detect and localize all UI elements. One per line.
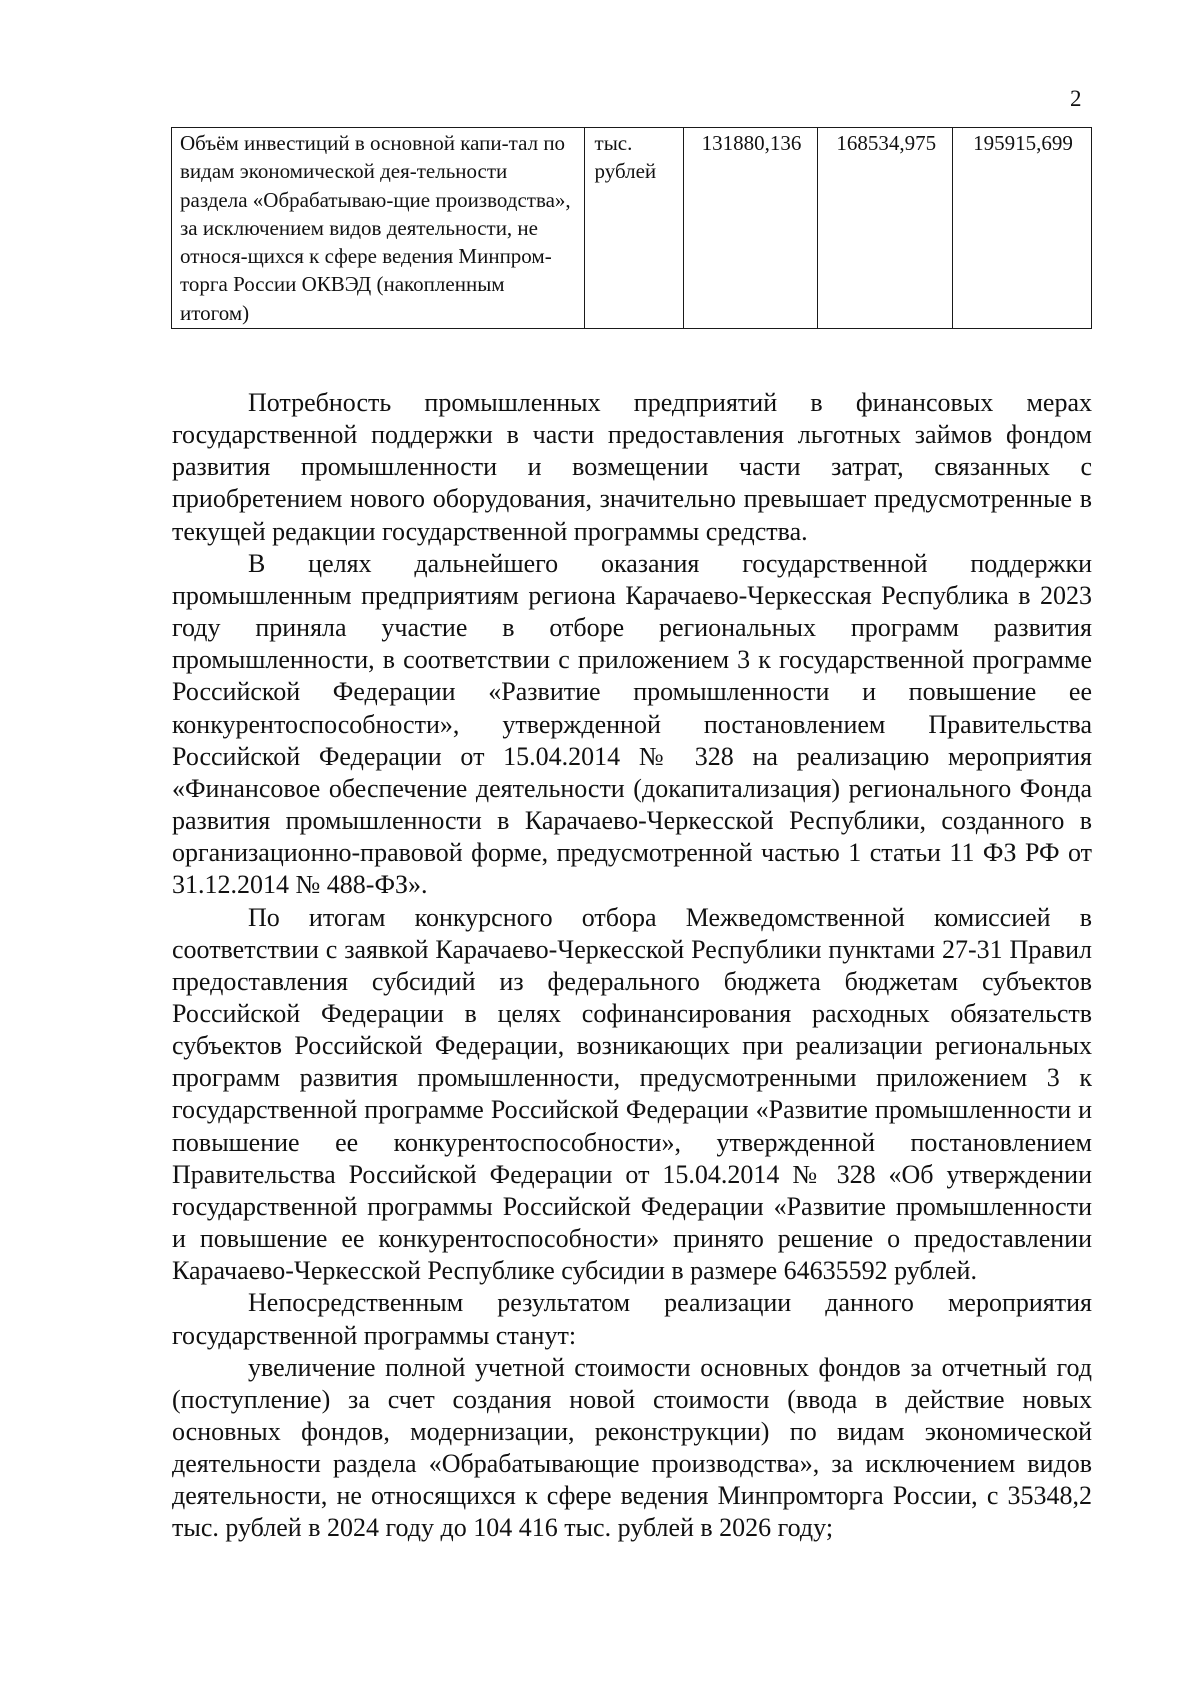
paragraph-5: увеличение полной учетной стоимости основных фондов за отчетный год (поступление) за счет создания новой стоимости (ввода в действие новых основных фондов, модернизации, реконструкции) по видам экономической деятельности раздела «Обрабатывающие производства», за исключением видов деятельности, не относящихся к сфере ведения Минпромторга России, с 35348,2 тыс. рублей в 2024 году до 104 416 тыс. рублей в 2026 году; <box>172 1352 1092 1543</box>
unit-cell: тыс. рублей <box>584 128 683 329</box>
indicator-name-cell: Объём инвестиций в основной капи-тал по видам экономической дея-тельности раздела «Обрабатываю-щие производства», за исключением видов деятельности, не относя-щихся к сфере ведения Минпром-торга России ОКВЭД (накопленным итогом) <box>172 128 585 329</box>
paragraph-3: По итогам конкурсного отбора Межведомственной комиссией в соответствии с заявкой Карачаево-Черкесской Республики пунктами 27-31 Правил предоставления субсидий из федерального бюджета бюджетам субъектов Российской Федерации в целях софинансирования расходных обязательств субъектов Российской Федерации, возникающих при реализации региональных программ развития промышленности, предусмотренными приложением 3 к государственной программе Российской Федерации «Развитие промышленности и повышение ее конкурентоспособности», утвержденной постановлением Правительства Российской Федерации от 15.04.2014 № 328 «Об утверждении государственной программы Российской Федерации «Развитие промышленности и повышение ее конкурентоспособности» принято решение о предоставлении Карачаево-Черкесской Республике субсидии в размере 64635592 рублей. <box>172 902 1092 1286</box>
paragraph-1: Потребность промышленных предприятий в финансовых мерах государственной поддержки в части предоставления льготных займов фондом развития промышленности и возмещении части затрат, связанных с приобретением нового оборудования, значительно превышает предусмотренные в текущей редакции государственной программы средства. <box>172 388 1092 546</box>
table-row <box>172 128 1092 329</box>
value-cell-3: 195915,699 <box>953 128 1092 329</box>
page-number: 2 <box>1070 86 1082 111</box>
document-body <box>172 387 1092 1545</box>
value-cell-2: 168534,975 <box>818 128 953 329</box>
indicator-table <box>171 127 1092 329</box>
value-cell-1: 131880,136 <box>683 128 818 329</box>
paragraph-4: Непосредственным результатом реализации данного мероприятия государственной программы станут: <box>172 1288 1092 1350</box>
paragraph-2: В целях дальнейшего оказания государственной поддержки промышленным предприятиям региона Карачаево-Черкесская Республика в 2023 году приняла участие в отборе региональных программ развития промышленности, в соответствии с приложением 3 к государственной программе Российской Федерации «Развитие промышленности и повышение ее конкурентоспособности», утвержденной постановлением Правительства Российской Федерации от 15.04.2014 № 328 на реализацию мероприятия «Финансовое обеспечение деятельности (докапитализация) регионального Фонда развития промышленности в Карачаево-Черкесской Республики, созданного в организационно-правовой форме, предусмотренной частью 1 статьи 11 ФЗ РФ от 31.12.2014 № 488-ФЗ». <box>172 548 1092 900</box>
